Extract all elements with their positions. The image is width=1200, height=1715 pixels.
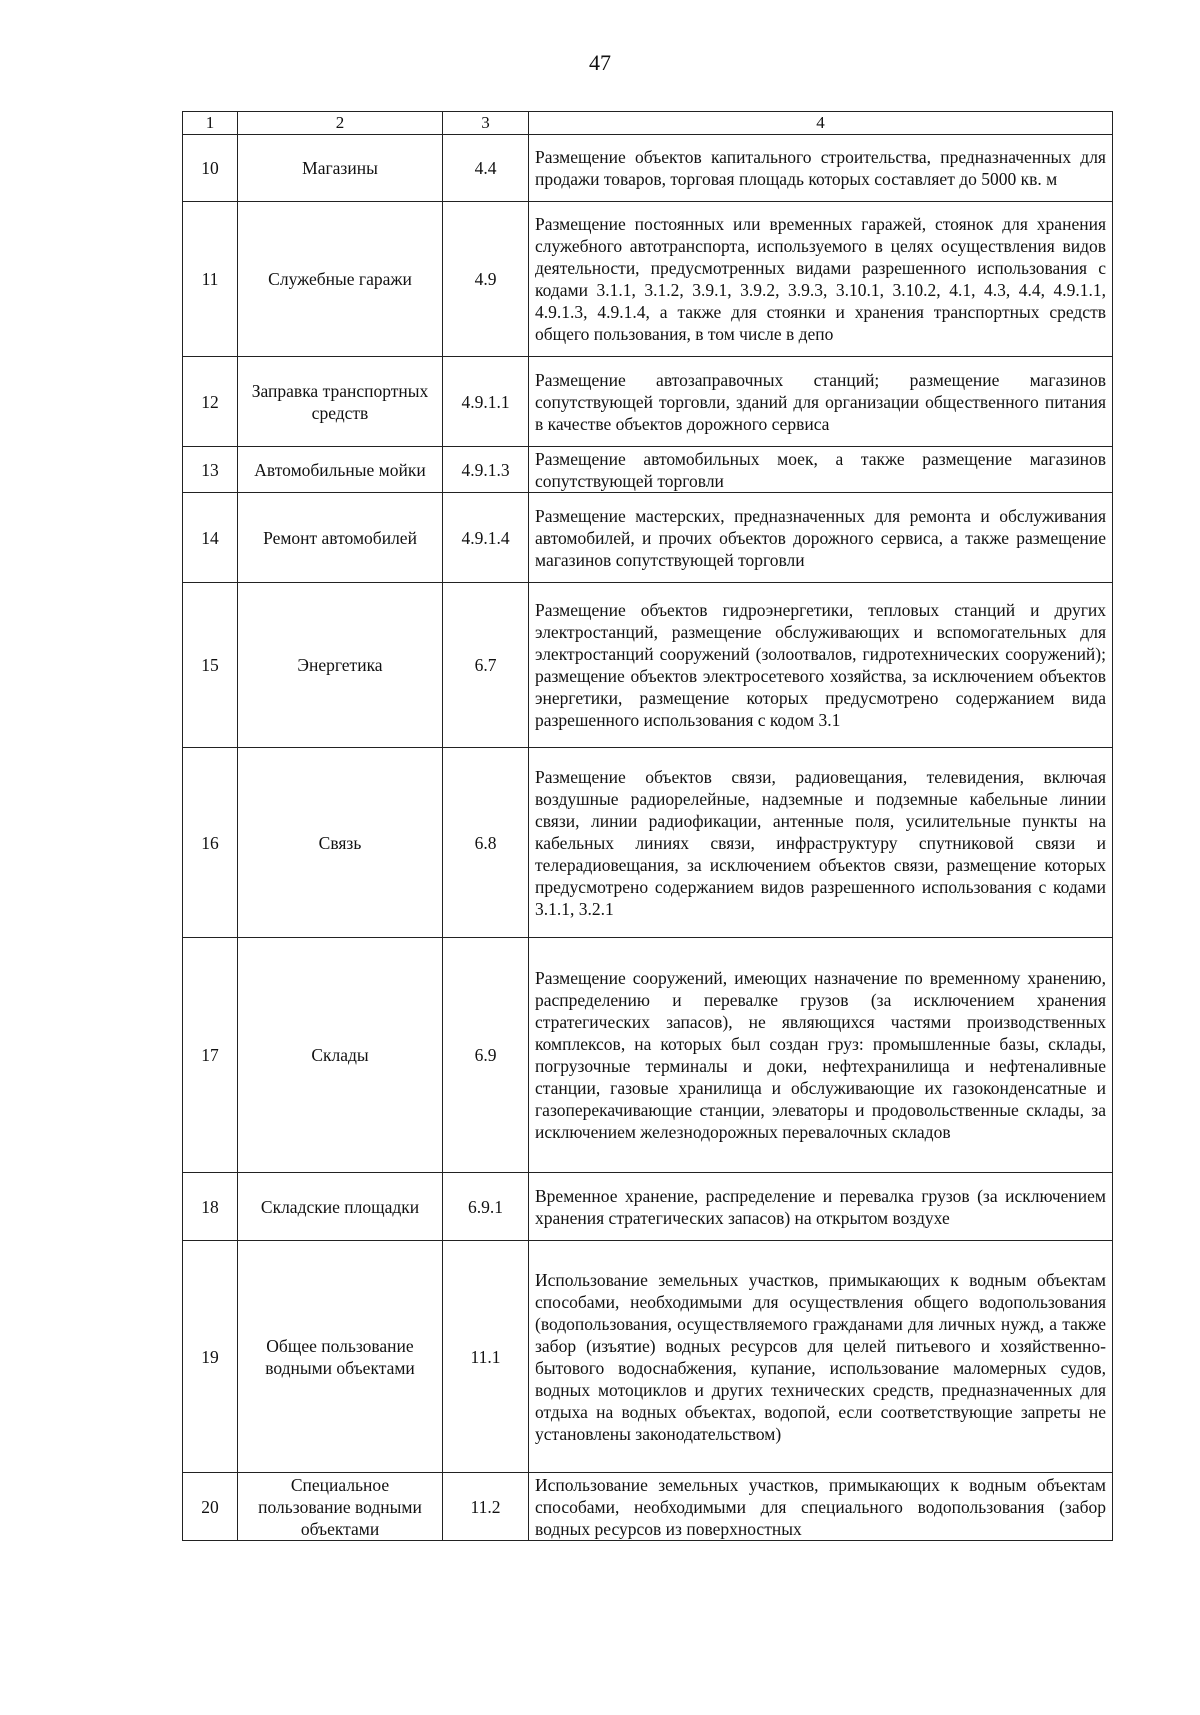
land-use-table [182, 111, 1113, 1541]
table-row [183, 1473, 1113, 1541]
row-number: 17 [183, 938, 238, 1173]
row-number: 13 [183, 447, 238, 493]
use-type-code: 11.2 [443, 1473, 529, 1541]
use-type-description: Размещение сооружений, имеющих назначение по временному хранению, распределению и перевалке грузов (за исключением хранения стратегических запасов), не являющихся частями производственных комплексов, на которых был создан груз: промышленные базы, склады, погрузочные терминалы и доки, нефтехранилища и нефтеналивные станции, газовые хранилища и обслуживающие их газоконденсатные и газоперекачивающие станции, элеваторы и продовольственные склады, за исключением железнодорожных перевалочных складов [529, 938, 1113, 1173]
row-number: 11 [183, 202, 238, 357]
use-type-name: Складские площадки [238, 1173, 443, 1241]
column-header-4: 4 [529, 112, 1113, 135]
column-header-3: 3 [443, 112, 529, 135]
use-type-code: 6.9 [443, 938, 529, 1173]
use-type-description: Использование земельных участков, примыкающих к водным объектам способами, необходимыми для специального водопользования (забор водных ресурсов из поверхностных [529, 1473, 1113, 1541]
table-header [183, 112, 1113, 135]
use-type-description: Размещение автозаправочных станций; размещение магазинов сопутствующей торговли, зданий для организации общественного питания в качестве объектов дорожного сервиса [529, 357, 1113, 447]
table-body [183, 135, 1113, 1541]
column-header-1: 1 [183, 112, 238, 135]
use-type-name: Служебные гаражи [238, 202, 443, 357]
use-type-name: Энергетика [238, 583, 443, 748]
table-row [183, 493, 1113, 583]
use-type-name: Общее пользование водными объектами [238, 1241, 443, 1473]
row-number: 16 [183, 748, 238, 938]
use-type-code: 6.8 [443, 748, 529, 938]
use-type-code: 4.9 [443, 202, 529, 357]
use-type-code: 4.4 [443, 135, 529, 202]
table-row [183, 938, 1113, 1173]
use-type-name: Автомобильные мойки [238, 447, 443, 493]
use-type-code: 4.9.1.4 [443, 493, 529, 583]
table-row [183, 1173, 1113, 1241]
header-row [183, 112, 1113, 135]
table-row [183, 748, 1113, 938]
use-type-description: Размещение объектов капитального строительства, предназначенных для продажи товаров, торговая площадь которых составляет до 5000 кв. м [529, 135, 1113, 202]
table-row [183, 357, 1113, 447]
row-number: 15 [183, 583, 238, 748]
use-type-name: Заправка транспортных средств [238, 357, 443, 447]
row-number: 18 [183, 1173, 238, 1241]
row-number: 19 [183, 1241, 238, 1473]
page-number: 47 [589, 50, 611, 75]
use-type-name: Магазины [238, 135, 443, 202]
use-type-description: Размещение постоянных или временных гаражей, стоянок для хранения служебного автотранспорта, используемого в целях осуществления видов деятельности, предусмотренных видами разрешенного использования с кодами 3.1.1, 3.1.2, 3.9.1, 3.9.2, 3.9.3, 3.10.1, 3.10.2, 4.1, 4.3, 4.4, 4.9.1.1, 4.9.1.3, 4.9.1.4, а также для стоянки и хранения транспортных средств общего пользования, в том числе в депо [529, 202, 1113, 357]
table-row [183, 202, 1113, 357]
row-number: 12 [183, 357, 238, 447]
use-type-description: Размещение объектов гидроэнергетики, тепловых станций и других электростанций, размещение обслуживающих и вспомогательных для электростанций сооружений (золоотвалов, гидротехнических сооружений); размещение объектов электросетевого хозяйства, за исключением объектов энергетики, размещение которых предусмотрено содержанием вида разрешенного использования с кодом 3.1 [529, 583, 1113, 748]
table-row [183, 583, 1113, 748]
column-header-2: 2 [238, 112, 443, 135]
table-row [183, 1241, 1113, 1473]
use-type-description: Размещение мастерских, предназначенных для ремонта и обслуживания автомобилей, и прочих объектов дорожного сервиса, а также размещение магазинов сопутствующей торговли [529, 493, 1113, 583]
use-type-name: Связь [238, 748, 443, 938]
use-type-description: Использование земельных участков, примыкающих к водным объектам способами, необходимыми для осуществления общего водопользования (водопользования, осуществляемого гражданами для личных нужд, а также забор (изъятие) водных ресурсов для целей питьевого и хозяйственно-бытового водоснабжения, купание, использование маломерных судов, водных мотоциклов и других технических средств, предназначенных для отдыха на водных объектах, водопой, если соответствующие запреты не установлены законодательством) [529, 1241, 1113, 1473]
use-type-name: Ремонт автомобилей [238, 493, 443, 583]
row-number: 14 [183, 493, 238, 583]
use-type-description: Размещение автомобильных моек, а также размещение магазинов сопутствующей торговли [529, 447, 1113, 493]
use-type-code: 11.1 [443, 1241, 529, 1473]
use-type-code: 6.9.1 [443, 1173, 529, 1241]
use-type-name: Специальное пользование водными объектами [238, 1473, 443, 1541]
use-type-name: Склады [238, 938, 443, 1173]
use-type-code: 4.9.1.3 [443, 447, 529, 493]
use-type-code: 6.7 [443, 583, 529, 748]
use-type-code: 4.9.1.1 [443, 357, 529, 447]
use-type-description: Временное хранение, распределение и перевалка грузов (за исключением хранения стратегических запасов) на открытом воздухе [529, 1173, 1113, 1241]
table-row [183, 135, 1113, 202]
row-number: 10 [183, 135, 238, 202]
use-type-description: Размещение объектов связи, радиовещания, телевидения, включая воздушные радиорелейные, надземные и подземные кабельные линии связи, линии радиофикации, антенные поля, усилительные пункты на кабельных линиях связи, инфраструктуру спутниковой связи и телерадиовещания, за исключением объектов связи, размещение которых предусмотрено содержанием видов разрешенного использования с кодами 3.1.1, 3.2.1 [529, 748, 1113, 938]
table-row [183, 447, 1113, 493]
row-number: 20 [183, 1473, 238, 1541]
